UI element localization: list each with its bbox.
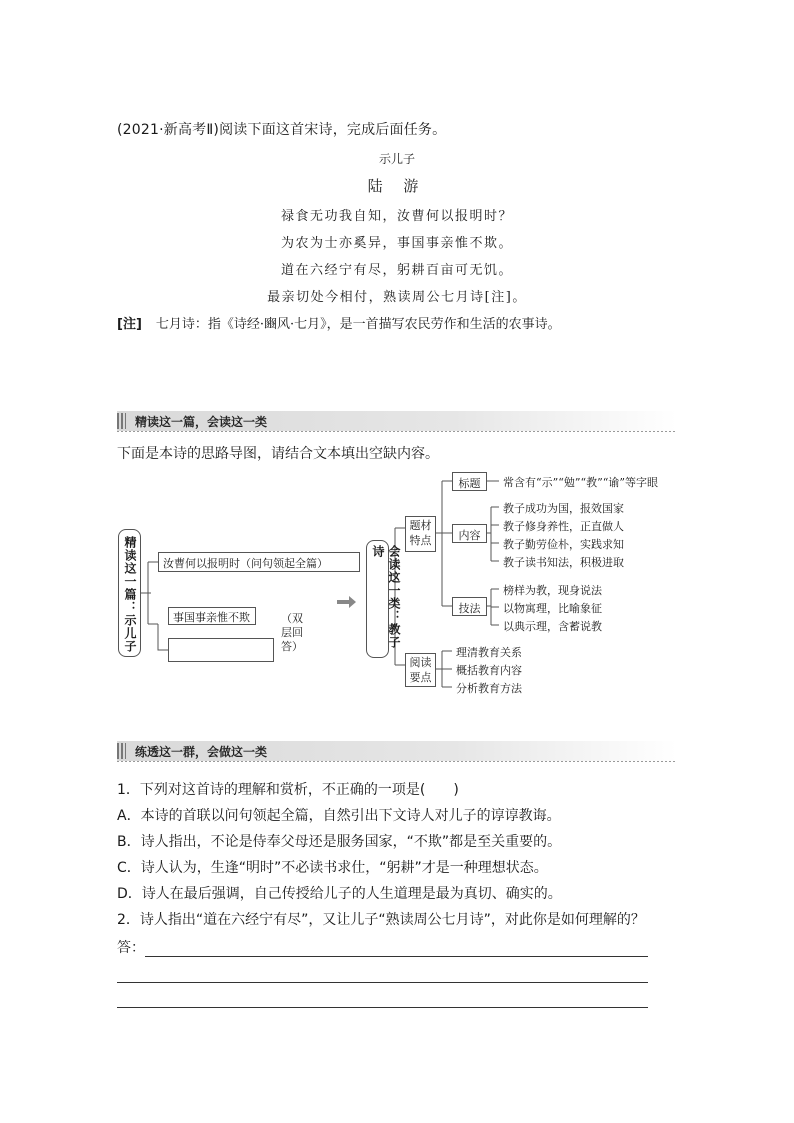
option-a[interactable]: A．本诗的首联以问句领起全篇，自然引出下文诗人对儿子的谆谆教诲。 bbox=[117, 808, 561, 824]
mindmap-prompt: 下面是本诗的思路导图，请结合文本填出空缺内容。 bbox=[117, 446, 439, 462]
reading-leaf: 概括教育内容 bbox=[456, 664, 522, 677]
banner-rule bbox=[117, 761, 677, 762]
poem-title: 示儿子 bbox=[378, 152, 415, 166]
right-root-label: 会读这一类：教子诗 bbox=[371, 545, 401, 649]
left-branch-answer: 事国事亲惟不欺 bbox=[168, 607, 256, 625]
content-leaf: 教子成功为国，报效国家 bbox=[503, 502, 624, 515]
answer-line[interactable] bbox=[117, 1007, 648, 1008]
banner-stripe bbox=[117, 743, 126, 759]
mindmap-right-root bbox=[366, 540, 401, 658]
title-leaf: 常含有“示”“勉”“教”“谕”等字眼 bbox=[503, 476, 658, 489]
option-b[interactable]: B．诗人指出，不论是侍奉父母还是服务国家，“不欺”都是至关重要的。 bbox=[117, 834, 562, 850]
double-answer-note: （双层回答） bbox=[281, 612, 303, 653]
answer-label: 答： bbox=[117, 940, 145, 956]
option-d[interactable]: D．诗人在最后强调，自己传授给儿子的人生道理是最为真切、确实的。 bbox=[117, 886, 562, 902]
question-intro: (2021·新高考Ⅱ)阅读下面这首宋诗，完成后面任务。 bbox=[117, 122, 447, 138]
node-content: 内容 bbox=[452, 524, 487, 543]
node-reading-points: 阅读要点 bbox=[405, 653, 436, 687]
content-leaf: 教子修身养性，正直做人 bbox=[503, 520, 624, 533]
blank-fill-box[interactable] bbox=[168, 638, 274, 662]
node-technique: 技法 bbox=[452, 597, 487, 616]
question-2-stem: 2．诗人指出“道在六经宁有尽”，又让儿子“熟读周公七月诗”，对此你是如何理解的？ bbox=[117, 912, 645, 928]
banner-title: 练透这一群，会做这一类 bbox=[135, 745, 268, 759]
question-1-stem: 1．下列对这首诗的理解和赏析，不正确的一项是( ) bbox=[117, 782, 459, 798]
node-title: 标题 bbox=[452, 472, 487, 491]
note-text: 七月诗：指《诗经·豳风·七月》，是一首描写农民劳作和生活的农事诗。 bbox=[155, 317, 561, 332]
poem-line: 为农为士亦奚异，事国事亲惟不欺。 bbox=[280, 236, 513, 251]
mindmap-left-root bbox=[118, 529, 141, 657]
option-c[interactable]: C．诗人认为，生逢“明时”不必读书求仕，“躬耕”才是一种理想状态。 bbox=[117, 860, 548, 876]
content-leaf: 教子读书知法，积极进取 bbox=[503, 556, 624, 569]
banner-title: 精读这一篇，会读这一类 bbox=[135, 415, 268, 429]
poem-line: 道在六经宁有尽，躬耕百亩可无饥。 bbox=[280, 263, 513, 278]
technique-leaf: 榜样为教，现身说法 bbox=[503, 584, 602, 597]
section-banner-practice bbox=[117, 741, 677, 761]
technique-leaf: 以物寓理，比喻象征 bbox=[503, 602, 602, 615]
content-leaf: 教子勤劳俭朴，实践求知 bbox=[503, 538, 624, 551]
poem-author: 陆 游 bbox=[367, 177, 427, 195]
left-root-label: 精读这一篇：示儿子 bbox=[123, 536, 137, 653]
left-branch-question: 汝曹何以报明时（问句领起全篇） bbox=[158, 552, 360, 572]
reading-leaf: 理清教育关系 bbox=[456, 646, 522, 659]
poem-line: 禄食无功我自知，汝曹何以报明时？ bbox=[280, 209, 513, 224]
note-tag: [注] bbox=[117, 317, 142, 332]
answer-line[interactable] bbox=[145, 956, 648, 957]
reading-leaf: 分析教育方法 bbox=[456, 682, 522, 695]
technique-leaf: 以典示理，含蓄说教 bbox=[503, 620, 602, 633]
node-subject-features: 题材特点 bbox=[405, 516, 436, 552]
poem-line: 最亲切处今相付，熟读周公七月诗[注]。 bbox=[267, 290, 527, 305]
answer-line[interactable] bbox=[117, 982, 648, 983]
